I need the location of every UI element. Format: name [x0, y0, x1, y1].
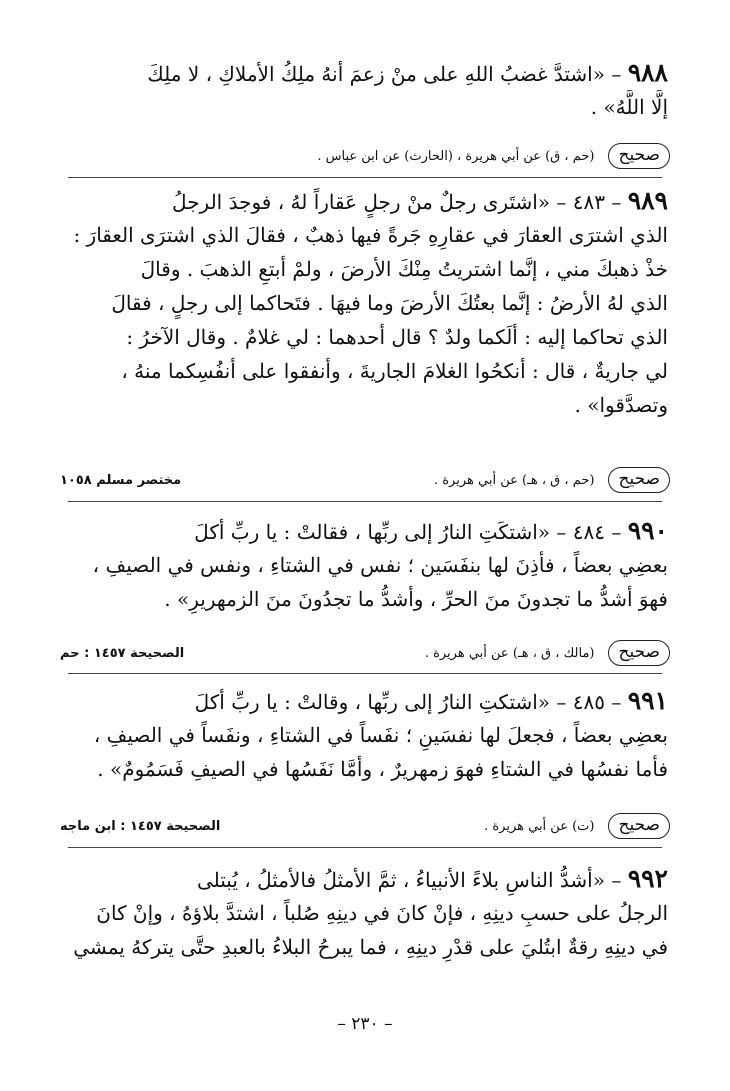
narrators-text: (حم ، ق ، هـ) عن أبي هريرة . — [433, 472, 595, 488]
hadith-line: الرجلُ على حسبِ دينِهِ ، فإنْ كانَ في دينِهِ صُلباً ، اشتدَّ بلاؤهُ ، وإنْ كانَ — [96, 901, 668, 925]
hadith-line: الذي لهُ الأرضُ : إنَّما بعتُكَ الأرضَ وما فيهَا . فتَحاكما إلى رجلٍ ، فقالَ — [111, 291, 668, 315]
hadith-line — [62, 56, 668, 90]
hadith-990 — [62, 514, 668, 616]
hadith-line: فهوَ أشدُّ ما تجدونَ منَ الحرِّ ، وأشدُّ ما تجدُونَ منَ الزمهريرِ» . — [164, 587, 668, 611]
narrators-text: (حم ، ق) عن أبي هريرة ، (الحارث) عن ابن عباس . — [317, 148, 595, 164]
hadith-line — [62, 684, 668, 718]
hadith-line: الذي اشترَى العقارَ في عقارِهِ جَرةً فيها ذهبٌ ، فقالَ الذي اشترَى العقارَ : — [73, 223, 668, 247]
hadith-number: ٩٨٩ — [627, 186, 668, 215]
hadith-990-source — [60, 637, 670, 669]
hadith-number: ٩٩٢ — [627, 864, 668, 893]
hadith-line — [62, 184, 668, 218]
hadith-988-source — [60, 140, 670, 172]
hadith-number: ٩٩١ — [627, 686, 668, 715]
hadith-992 — [62, 862, 668, 964]
grade-badge: صحيح — [608, 467, 670, 493]
hadith-989 — [62, 184, 668, 422]
hadith-number: ٩٩٠ — [627, 516, 668, 545]
hadith-line: وتصدَّقوا» . — [574, 393, 668, 417]
hadith-line: لي جاريةٌ ، قال : أنكحُوا الغلامَ الجاريةَ ، وأنفقوا على أنفُسِكما منهُ ، — [121, 359, 668, 383]
reference-text: الصحيحة ١٤٥٧ : حم — [60, 645, 185, 661]
hadith-line: إلَّا اللَّهُ» . — [590, 95, 668, 119]
hadith-line: الذي تحاكما إليه : ألَكما ولدٌ ؟ قال أحدهما : لي غلامٌ . وقال الآخرُ : — [126, 325, 668, 349]
grade-badge: صحيح — [608, 640, 670, 666]
hadith-line: في دينِهِ رقةٌ ابتُليَ على قدْرِ دينِهِ ، فما يبرحُ البلاءُ بالعبدِ حتَّى يتركهُ يمشي — [73, 935, 668, 959]
hadith-989-source — [60, 464, 670, 496]
hadith-text: – ٤٨٣ – «اشتَرى رجلٌ منْ رجلٍ عَقاراً لهُ ، فوجدَ الرجلُ — [172, 190, 622, 214]
grade-badge: صحيح — [608, 143, 670, 169]
hadith-number: ٩٨٨ — [627, 58, 668, 87]
hadith-line: بعضِي بعضاً ، فجعلَ لها نفسَينِ ؛ نفَساً في الشتاءِ ، ونفَساً في الصيفِ ، — [93, 723, 668, 747]
page-number: – ٢٣٠ – — [337, 1014, 393, 1034]
divider — [68, 177, 662, 178]
hadith-line — [62, 862, 668, 896]
reference-text: مختصر مسلم ١٠٥٨ — [60, 472, 182, 488]
reference-text: الصحيحة ١٤٥٧ : ابن ماجه — [60, 818, 221, 834]
narrators-text: (مالك ، ق ، هـ) عن أبي هريرة . — [424, 645, 595, 661]
hadith-988 — [62, 56, 668, 124]
narrators-text: (ت) عن أبي هريرة . — [484, 818, 595, 834]
grade-badge: صحيح — [608, 813, 670, 839]
hadith-line: بعضِي بعضاً ، فأذِنَ لها بنفَسَين ؛ نفس في الشتاءِ ، ونفس في الصيفِ ، — [92, 553, 668, 577]
divider — [68, 847, 662, 848]
hadith-991 — [62, 684, 668, 786]
divider — [68, 673, 662, 674]
hadith-text: – ٤٨٤ – «اشتكَتِ النارُ إلى ربِّها ، فقالتْ : يا ربِّ أكلَ — [194, 520, 622, 544]
hadith-text: – «اشتدَّ غضبُ اللهِ على منْ زعمَ أنهُ ملِكُ الأملاكِ ، لا ملِكَ — [147, 62, 622, 86]
hadith-line: خذْ ذهبكَ مني ، إنَّما اشتريتُ مِنْكَ الأرضَ ، ولمْ أبتعِ الذهبَ . وقالَ — [140, 257, 668, 281]
hadith-line: فأما نفسُها في الشتاءِ فهوَ زمهريرٌ ، وأمَّا نَفَسُها في الصيفِ فَسَمُومٌ» . — [97, 757, 668, 781]
hadith-text: – «أشدُّ الناسِ بلاءً الأنبياءُ ، ثمَّ الأمثلُ فالأمثلُ ، يُبتلى — [196, 868, 622, 892]
hadith-991-source — [60, 810, 670, 842]
hadith-text: – ٤٨٥ – «اشتكتِ النارُ إلى ربِّها ، وقالتْ : يا ربِّ أكلَ — [194, 690, 622, 714]
hadith-line — [62, 514, 668, 548]
divider — [68, 501, 662, 502]
